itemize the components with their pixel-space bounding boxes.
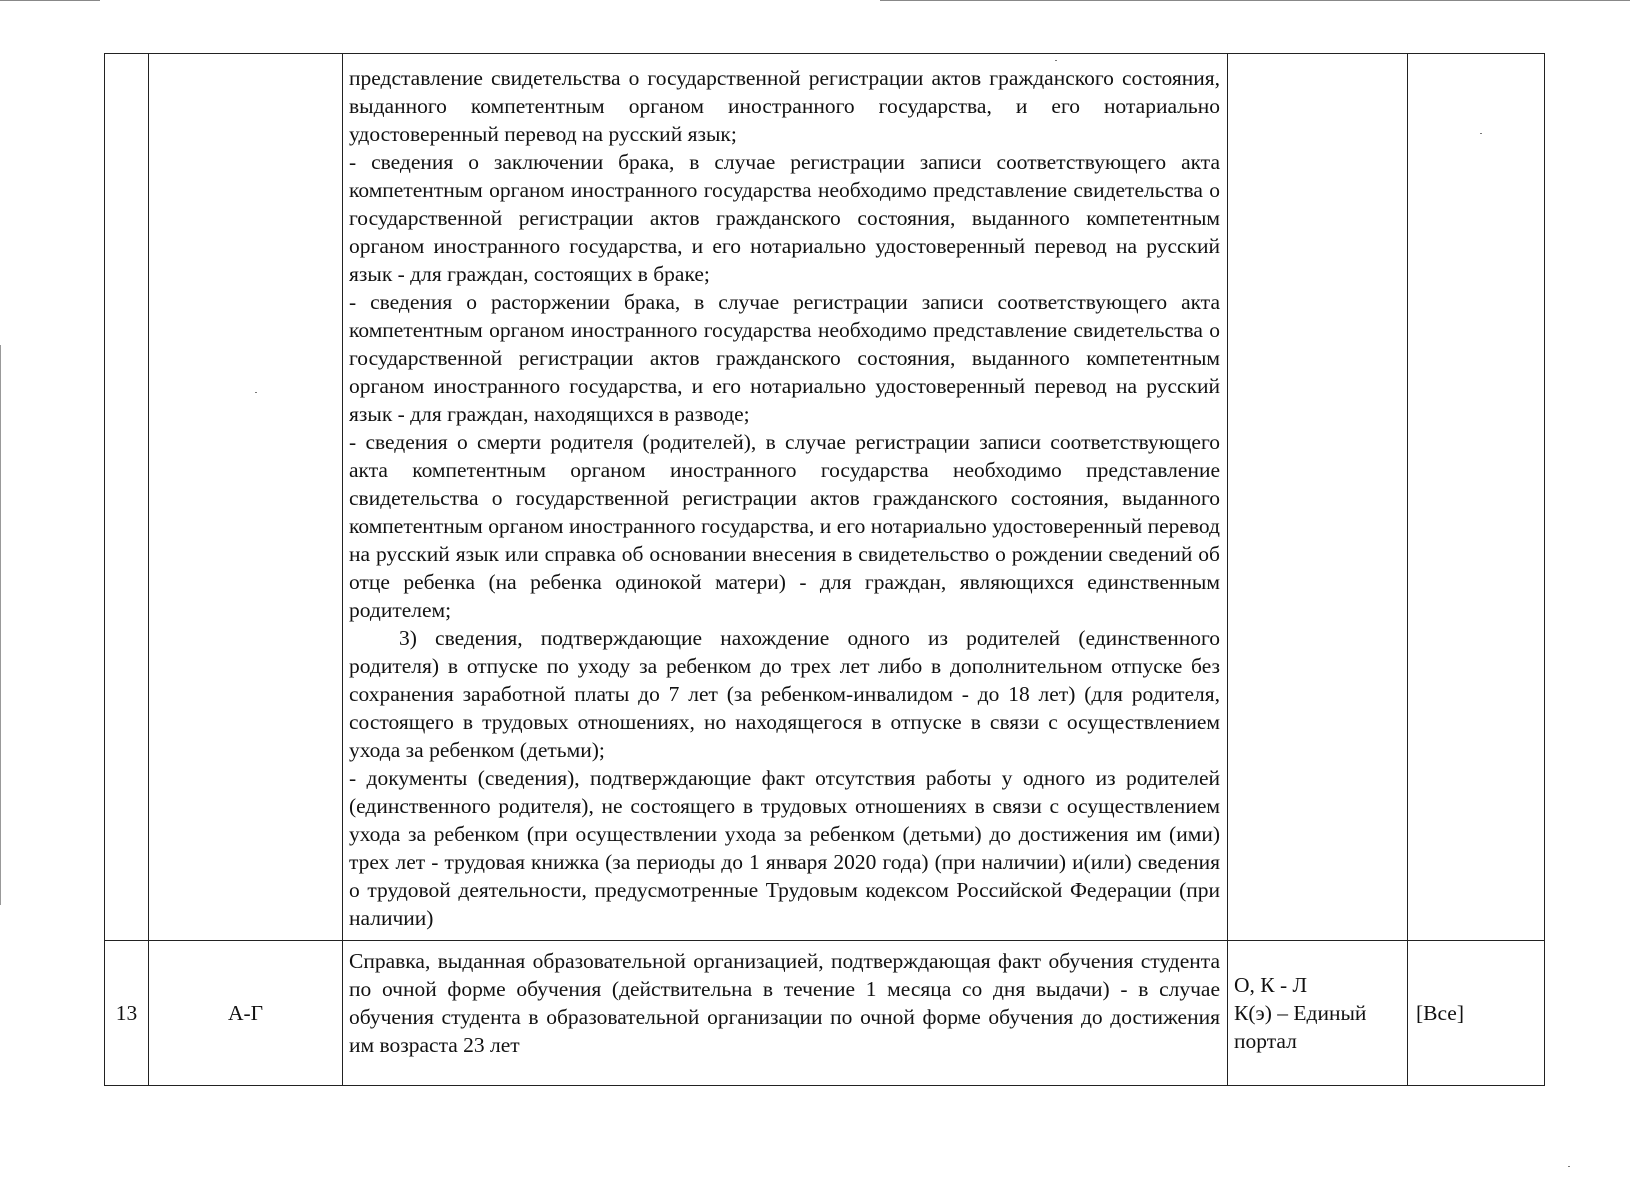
table-row-13 [105,941,1545,1086]
submission-method [1228,941,1408,1086]
paragraph-divorce-info: - сведения о расторжении брака, в случае регистрации записи соответствующего акта компетентным органом иностранного государства необходимо представление свидетельства о государственной регистрации актов гражданского состояния, выданного компетентным органом иностранного государства, и его нотариально удостоверенный перевод на русский язык - для граждан, находящихся в разводе; [349,290,1220,426]
method-line-1: О, К - Л [1234,973,1308,997]
row-description [343,941,1228,1086]
cell-number-empty [105,54,149,941]
cell-code-empty [149,54,343,941]
paragraph-birth-certificate-foreign: представление свидетельства о государственной регистрации актов гражданского состояния, выданного компетентным органом иностранного государства, и его нотариально удостоверенный перевод на русский язык; [349,66,1220,146]
cell-description-continuation [343,54,1228,941]
scan-edge-top-left [0,0,100,1]
cell-method-empty [1228,54,1408,941]
method-line-3: портал [1234,1029,1297,1053]
paragraph-marriage-info: - сведения о заключении брака, в случае регистрации записи соответствующего акта компетентным органом иностранного государства необходимо представление свидетельства о государственной регистрации актов гражданского состояния, выданного компетентным органом иностранного государства, и его нотариально удостоверенный перевод на русский язык - для граждан, состоящих в браке; [349,150,1220,286]
scan-edge-top-right [880,0,1630,1]
scan-speck [1568,1166,1570,1167]
row-number: 13 [105,941,149,1086]
student-certificate-text: Справка, выданная образовательной организацией, подтверждающая факт обучения студента по очной форме обучения (действительна в течение 1 месяца со дня выдачи) - в случае обучения студента в образовательной организации по очной форме обучения до достижения им возраста 23 лет [349,949,1220,1057]
paragraph-parent-death-info: - сведения о смерти родителя (родителей), в случае регистрации записи соответствующего акта компетентным органом иностранного государства необходимо представление свидетельства о государственной регистрации актов гражданского состояния, выданного компетентным органом иностранного государства, и его нотариально удостоверенный перевод на русский язык или справка об основании внесения в свидетельство о рождении сведений об отце ребенка (на ребенка одинокой матери) - для граждан, являющихся единственным родителем; [349,430,1220,622]
paragraph-absence-of-work-docs: - документы (сведения), подтверждающие факт отсутствия работы у одного из родителей (единственного родителя), не состоящего в трудовых отношениях в связи с осуществлением ухода за ребенком (при осуществлении ухода за ребенком (детьми) до достижения им (ими) трех лет - трудовая книжка (за периоды до 1 января 2020 года) (при наличии) и(или) сведения о трудовой деятельности, предусмотренные Трудовым кодексом Российской Федерации (при наличии) [349,766,1220,930]
row-code: А-Г [149,941,343,1086]
paragraph-parental-leave-info: 3) сведения, подтверждающие нахождение одного из родителей (единственного родителя) в отпуске по уходу за ребенком до трех лет либо в дополнительном отпуске без сохранения заработной платы до 7 лет (за ребенком-инвалидом - до 18 лет) (для родителя, состоящего в трудовых отношениях, но находящегося в отпуске в связи с осуществлением ухода за ребенком (детьми); [349,626,1220,762]
table-row-continuation [105,54,1545,941]
scan-edge-left [0,345,1,905]
scan-speck [1480,133,1482,134]
applies-to: [Все] [1408,941,1545,1086]
scan-speck [1055,60,1057,61]
documents-table [104,53,1545,1086]
cell-applies-empty [1408,54,1545,941]
method-line-2: К(э) – Единый [1234,1001,1367,1025]
scan-speck [255,392,257,393]
